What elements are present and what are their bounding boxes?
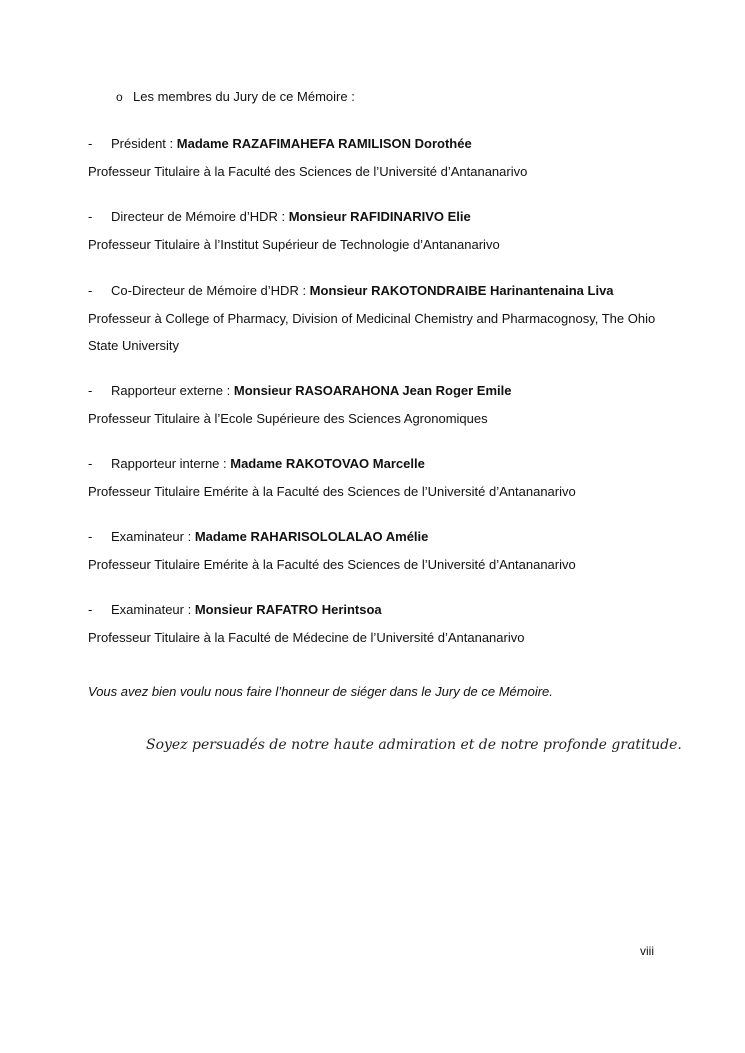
member-name: Madame RAHARISOLOLALAO Amélie <box>194 529 429 544</box>
jury-intro <box>116 89 355 104</box>
member-name: Madame RAKOTOVAO Marcelle <box>230 456 425 471</box>
member-dash: - <box>88 529 93 544</box>
jury-member-president <box>88 134 668 185</box>
member-description: Professeur Titulaire à l’Ecole Supérieure des Sciences Agronomiques <box>88 411 488 426</box>
member-dash: - <box>88 283 93 298</box>
member-dash: - <box>88 456 93 471</box>
member-description: Professeur Titulaire à la Faculté des Sciences de l’Université d’Antananarivo <box>88 164 528 179</box>
member-role: Président : <box>111 136 177 151</box>
page-number: viii <box>640 944 654 958</box>
jury-member-examiner-2 <box>88 600 668 651</box>
member-name: Monsieur RAFATRO Herintsoa <box>194 602 382 617</box>
member-description: Professeur Titulaire Emérite à la Faculté des Sciences de l’Université d’Antananarivo <box>88 557 576 572</box>
jury-member-co-director <box>88 281 668 359</box>
jury-member-director <box>88 207 668 258</box>
jury-member-examiner-1 <box>88 527 668 578</box>
member-role: Co-Directeur de Mémoire d’HDR : <box>111 283 310 298</box>
member-role: Directeur de Mémoire d’HDR : <box>111 209 289 224</box>
intro-bullet: o <box>116 90 123 104</box>
member-name: Monsieur RAKOTONDRAIBE Harinantenaina Liva <box>309 283 614 298</box>
member-description: Professeur Titulaire à l’Institut Supérieur de Technologie d’Antananarivo <box>88 237 500 252</box>
member-name: Monsieur RAFIDINARIVO Elie <box>288 209 471 224</box>
member-role: Examinateur : <box>111 602 195 617</box>
member-dash: - <box>88 383 93 398</box>
member-dash: - <box>88 209 93 224</box>
member-description: Professeur à College of Pharmacy, Division of Medicinal Chemistry and Pharmacognosy, The Ohio State University <box>88 311 656 353</box>
member-name: Monsieur RASOARAHONA Jean Roger Emile <box>233 383 512 398</box>
member-role: Examinateur : <box>111 529 195 544</box>
intro-text: Les membres du Jury de ce Mémoire : <box>133 89 355 104</box>
closing-gratitude-text: Soyez persuadés de notre haute admiration et de notre profonde gratitude. <box>146 737 682 753</box>
jury-member-internal-reporter <box>88 454 668 505</box>
member-name: Madame RAZAFIMAHEFA RAMILISON Dorothée <box>176 136 472 151</box>
member-role: Rapporteur interne : <box>111 456 231 471</box>
jury-member-external-reporter <box>88 381 668 432</box>
member-dash: - <box>88 136 93 151</box>
member-description: Professeur Titulaire à la Faculté de Médecine de l’Université d’Antananarivo <box>88 630 525 645</box>
closing-honour-text: Vous avez bien voulu nous faire l’honneur de siéger dans le Jury de ce Mémoire. <box>88 684 553 699</box>
member-dash: - <box>88 602 93 617</box>
member-role: Rapporteur externe : <box>111 383 234 398</box>
member-description: Professeur Titulaire Emérite à la Faculté des Sciences de l’Université d’Antananarivo <box>88 484 576 499</box>
